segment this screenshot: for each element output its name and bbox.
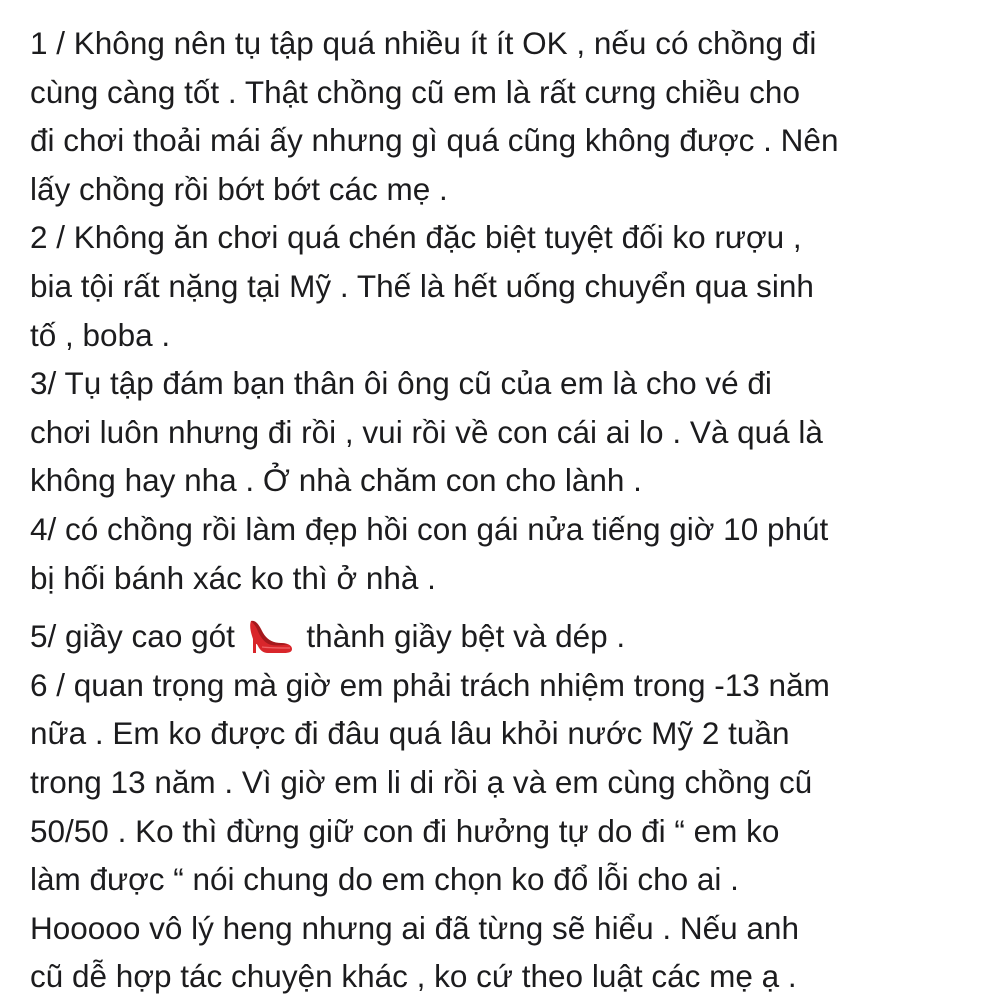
post-line: làm được “ nói chung do em chọn ko đổ lỗi cho ai . [30, 861, 739, 898]
post-line: 4/ có chồng rồi làm đẹp hồi con gái nửa tiếng giờ 10 phút [30, 510, 829, 547]
post-line: bị hối bánh xác ko thì ở nhà . [30, 559, 436, 596]
post-line: lấy chồng rồi bớt bớt các mẹ . [30, 170, 448, 207]
post-line: chơi luôn nhưng đi rồi , vui rồi về con cái ai lo . Và quá là [30, 413, 823, 450]
post-text [30, 19, 990, 1001]
post-line: nữa . Em ko được đi đâu quá lâu khỏi nước Mỹ 2 tuần [30, 715, 790, 752]
post-line: 50/50 . Ko thì đừng giữ con đi hưởng tự do đi “ em ko [30, 812, 780, 849]
post-line: 3/ Tụ tập đám bạn thân ôi ông cũ của em là cho vé đi [30, 365, 772, 402]
post-line-5-after: thành giầy bệt và dép . [306, 618, 626, 655]
post-line: 1 / Không nên tụ tập quá nhiều ít ít OK , nếu có chồng đi [30, 25, 817, 61]
post-line: 6 / quan trọng mà giờ em phải trách nhiệm trong -13 năm [30, 666, 830, 703]
post-line-5-before: 5/ giầy cao gót [30, 618, 235, 655]
post-line: cũ dễ hợp tác chuyện khác , ko cứ theo luật các mẹ ạ . [30, 958, 797, 995]
post-line: trong 13 năm . Vì giờ em li di rồi ạ và em cùng chồng cũ [30, 763, 813, 800]
post-line: tố , boba . [30, 316, 171, 353]
high-heel-shoe-icon [248, 617, 294, 655]
post-line: không hay nha . Ở nhà chăm con cho lành . [30, 462, 642, 499]
post-line: 2 / Không ăn chơi quá chén đặc biệt tuyệt đối ko rượu , [30, 219, 802, 256]
post-line: bia tội rất nặng tại Mỹ . Thế là hết uống chuyển qua sinh [30, 267, 814, 304]
post-line: cùng càng tốt . Thật chồng cũ em là rất cưng chiều cho [30, 73, 800, 110]
post-line: đi chơi thoải mái ấy nhưng gì quá cũng không được . Nên [30, 122, 839, 159]
post-line-5 [30, 612, 990, 661]
post-line: Hooooo vô lý heng nhưng ai đã từng sẽ hiểu . Nếu anh [30, 909, 799, 946]
